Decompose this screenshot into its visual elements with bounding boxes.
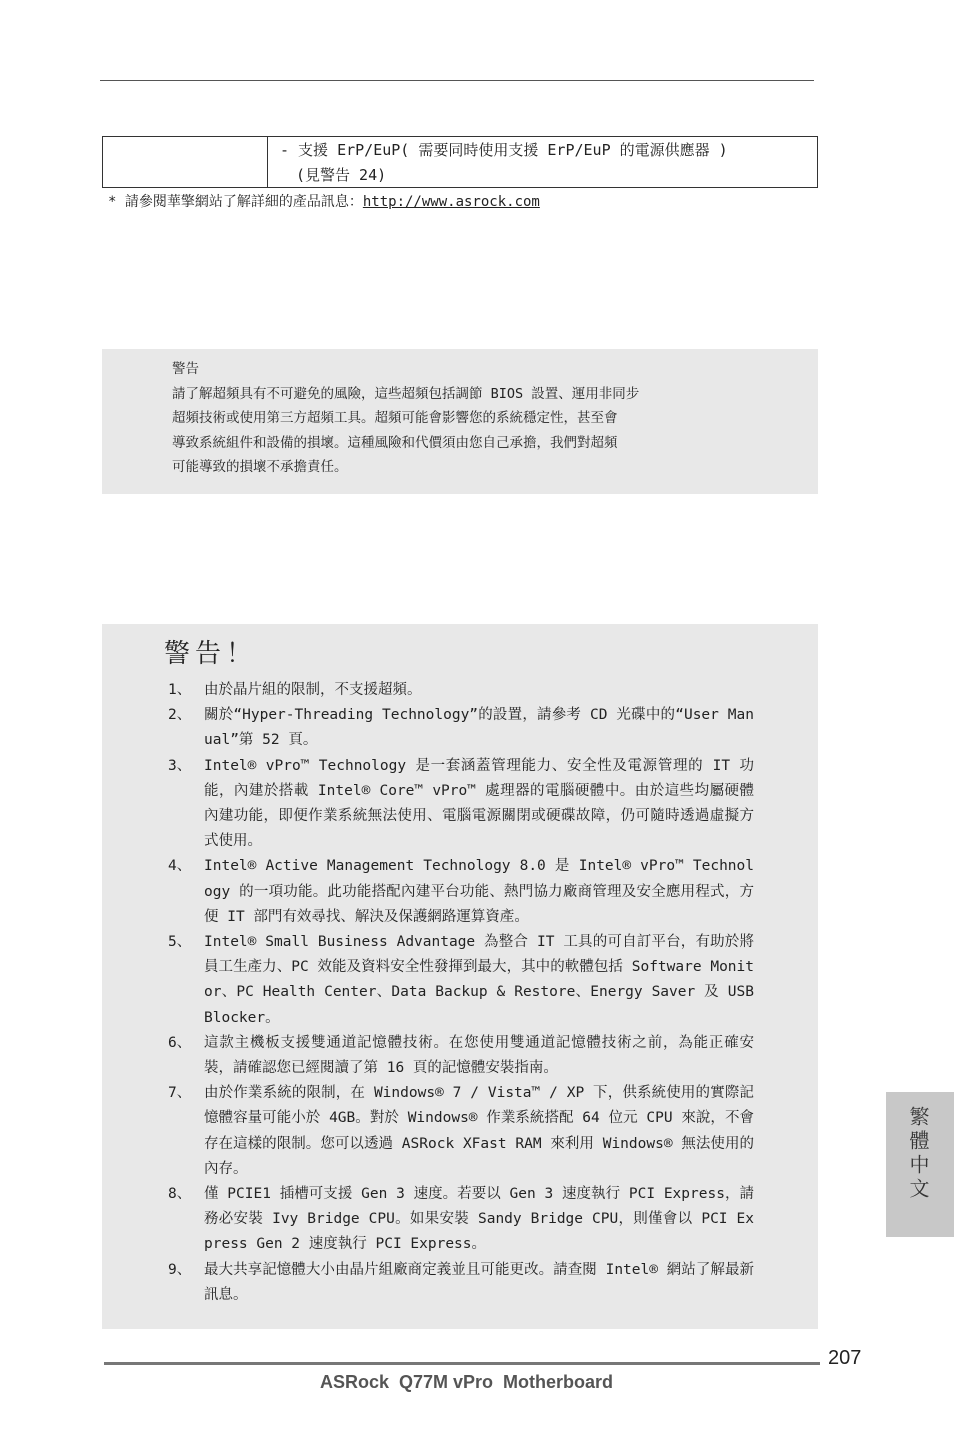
spec-table	[102, 136, 818, 188]
note-number: 6、	[168, 1034, 192, 1051]
note-number: 7、	[168, 1085, 192, 1102]
warning-line: 請了解超頻具有不可避免的風險，這些超頻包括調節 BIOS 設置、運用非同步	[172, 385, 640, 402]
warning-line: 導致系統組件和設備的損壞。這種風險和代價須由您自己承擔，我們對超頻	[172, 434, 618, 451]
note-number: 4、	[168, 858, 192, 875]
warning-line: 可能導致的損壞不承擔責任。	[172, 459, 348, 475]
note-item	[168, 1031, 754, 1081]
note-item	[168, 1081, 754, 1182]
note-text: 僅 PCIE1 插槽可支援 Gen 3 速度。若要以 Gen 3 速度執行 PCI Express，請務必安裝 Ivy Bridge CPU。如果安裝 Sandy Bridge CPU，則僅會以 PCI Express Gen 2 速度執行 PCI Express。	[204, 1186, 754, 1253]
note-number: 3、	[168, 757, 192, 774]
language-side-tab	[886, 1092, 954, 1237]
warning-heading: 警告	[172, 361, 199, 377]
note-text: 這款主機板支援雙通道記憶體技術。在您使用雙通道記憶體技術之前，為能正確安裝，請確認您已經閱讀了第 16 頁的記憶體安裝指南。	[204, 1034, 754, 1077]
overclocking-warning-box	[102, 349, 818, 494]
note-number: 1、	[168, 682, 192, 698]
notes-list	[168, 678, 754, 1308]
footer-product-name: ASRock Q77M vPro Motherboard	[320, 1372, 614, 1392]
note-text: Intel® Active Management Technology 8.0 是 Intel® vPro™ Technology 的一項功能。此功能搭配內建平台功能、熱門協力廠商管理及安全應用程式，方便 IT 部門有效尋找、解決及保護網路運算資產。	[204, 858, 754, 925]
spec-line-2: (見警告 24)	[296, 166, 387, 184]
top-rule	[100, 80, 814, 81]
page-number: 207	[828, 1347, 862, 1369]
notes-title: 警告！	[164, 639, 258, 669]
note-number: 5、	[168, 934, 192, 951]
note-item	[168, 678, 754, 703]
note-item	[168, 930, 754, 1031]
spec-line-1: - 支援 ErP/EuP( 需要同時使用支援 ErP/EuP 的電源供應器 )	[280, 141, 728, 159]
asrock-website-link[interactable]: http://www.asrock.com	[362, 194, 540, 210]
warning-line: 超頻技術或使用第三方超頻工具。超頻可能會影響您的系統穩定性，甚至會	[172, 410, 618, 426]
note-item	[168, 1182, 754, 1258]
note-item	[168, 754, 754, 855]
note-text: 關於“Hyper-Threading Technology”的設置，請參考 CD 光碟中的“User Manual”第 52 頁。	[204, 707, 754, 749]
note-number: 8、	[168, 1186, 192, 1203]
footnote-text: * 請參閱華擎網站了解詳細的產品訊息：	[108, 194, 363, 210]
note-number: 9、	[168, 1261, 192, 1278]
note-number: 2、	[168, 707, 192, 724]
note-text: 由於作業系統的限制，在 Windows® 7 / Vista™ / XP 下，供系統使用的實際記憶體容量可能小於 4GB。對於 Windows® 作業系統搭配 64 位元 CPU 來說，不會存在這樣的限制。您可以透過 ASRock XFast RAM 來利用 Windows® 無法使用的內存。	[204, 1085, 754, 1177]
bottom-rule	[104, 1362, 820, 1365]
note-item	[168, 703, 754, 753]
note-item	[168, 1258, 754, 1308]
website-footnote	[108, 192, 540, 212]
note-item	[168, 854, 754, 930]
spec-table-value-cell	[268, 137, 817, 187]
note-text: Intel® Small Business Advantage 為整合 IT 工具的可自訂平台，有助於將員工生產力、PC 效能及資料安全性發揮到最大，其中的軟體包括 Software Monitor、PC Health Center、Data Backup & Restore、Energy Saver 及 USB Blocker。	[204, 934, 754, 1026]
notes-warning-box	[102, 624, 818, 1329]
note-text: 由於晶片組的限制，不支援超頻。	[204, 682, 422, 698]
spec-table-label-cell	[103, 137, 268, 187]
note-text: 最大共享記憶體大小由晶片組廠商定義並且可能更改。請查閱 Intel® 網站了解最新訊息。	[204, 1261, 754, 1303]
language-label: 繁體中文	[906, 1106, 930, 1202]
note-text: Intel® vPro™ Technology 是一套涵蓋管理能力、安全性及電源管理的 IT 功能，內建於搭載 Intel® Core™ vPro™ 處理器的電腦硬體中。由於這些均屬硬體內建功能，即便作業系統無法使用、電腦電源關閉或硬碟故障，仍可隨時透過虛擬方式使用。	[204, 757, 754, 850]
